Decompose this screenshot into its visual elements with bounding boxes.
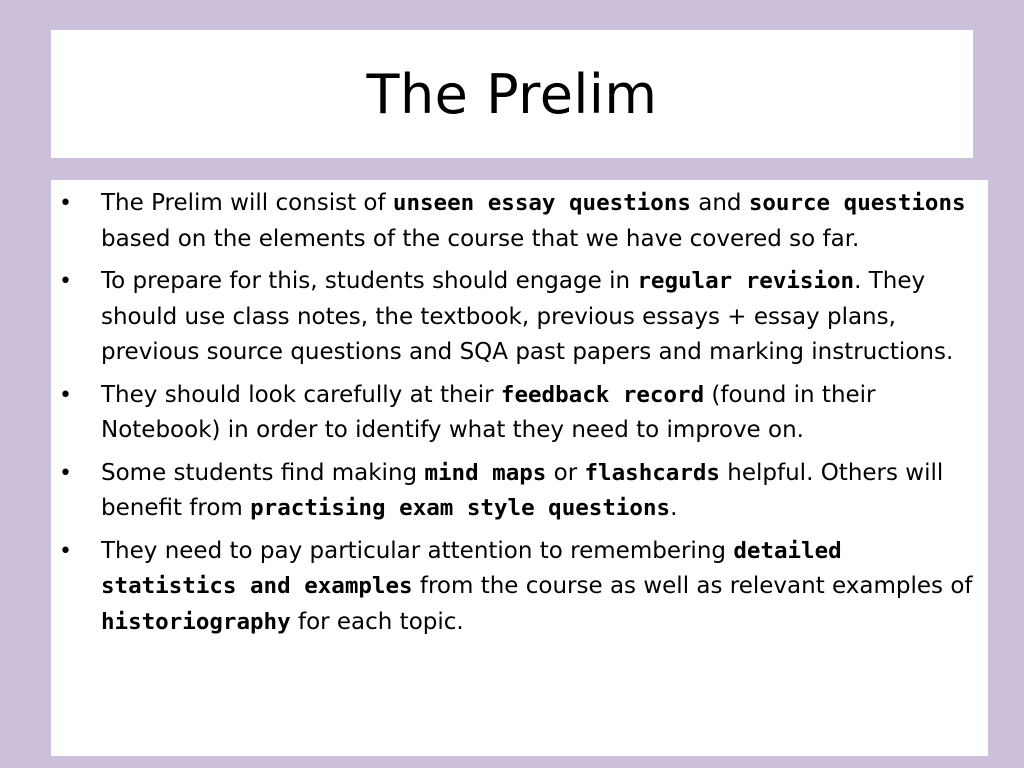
bullet-emphasis: unseen essay questions: [392, 190, 691, 216]
bullet-emphasis: detailed statistics and examples: [101, 537, 842, 599]
bullet-text: .: [670, 495, 678, 521]
bullet-item: [51, 378, 988, 449]
bullet-text: . They should use class notes, the textbook, previous essays + essay plans, previous source questions and SQA past papers and marking instructions.: [101, 268, 954, 365]
bullet-text: from the course as well as relevant examples of: [412, 573, 973, 599]
title-panel: [51, 30, 973, 158]
bullet-item: [51, 264, 988, 371]
bullet-text: (found in their Notebook) in order to identify what they need to improve on.: [101, 381, 876, 443]
bullet-text: They should look carefully at their: [101, 381, 501, 408]
bullet-item: [51, 186, 988, 257]
bullet-item: [51, 534, 988, 641]
bullet-list: [51, 186, 988, 647]
bullet-item: [51, 456, 988, 527]
bullet-emphasis: historiography: [101, 608, 291, 635]
bullet-emphasis: feedback record: [500, 381, 705, 408]
bullet-text: To prepare for this, students should engage in: [101, 268, 638, 294]
bullet-text: The Prelim will consist of: [101, 190, 393, 216]
bullet-text: or: [546, 459, 585, 486]
bullet-text: helpful. Others will benefit from: [101, 459, 944, 521]
bullet-text: Some students find making: [101, 459, 425, 486]
bullet-emphasis: source questions: [748, 190, 966, 216]
bullet-emphasis: mind maps: [424, 459, 547, 486]
bullet-text: and: [690, 190, 749, 216]
content-panel: [51, 180, 988, 756]
slide-title: The Prelim: [366, 62, 658, 126]
bullet-text: They need to pay particular attention to remembering: [101, 537, 734, 564]
bullet-text: for each topic.: [290, 608, 464, 635]
bullet-text: based on the elements of the course that we have covered so far.: [101, 225, 860, 252]
bullet-emphasis: regular revision: [637, 268, 855, 294]
bullet-emphasis: practising exam style questions: [250, 495, 671, 521]
bullet-emphasis: flashcards: [584, 459, 720, 486]
